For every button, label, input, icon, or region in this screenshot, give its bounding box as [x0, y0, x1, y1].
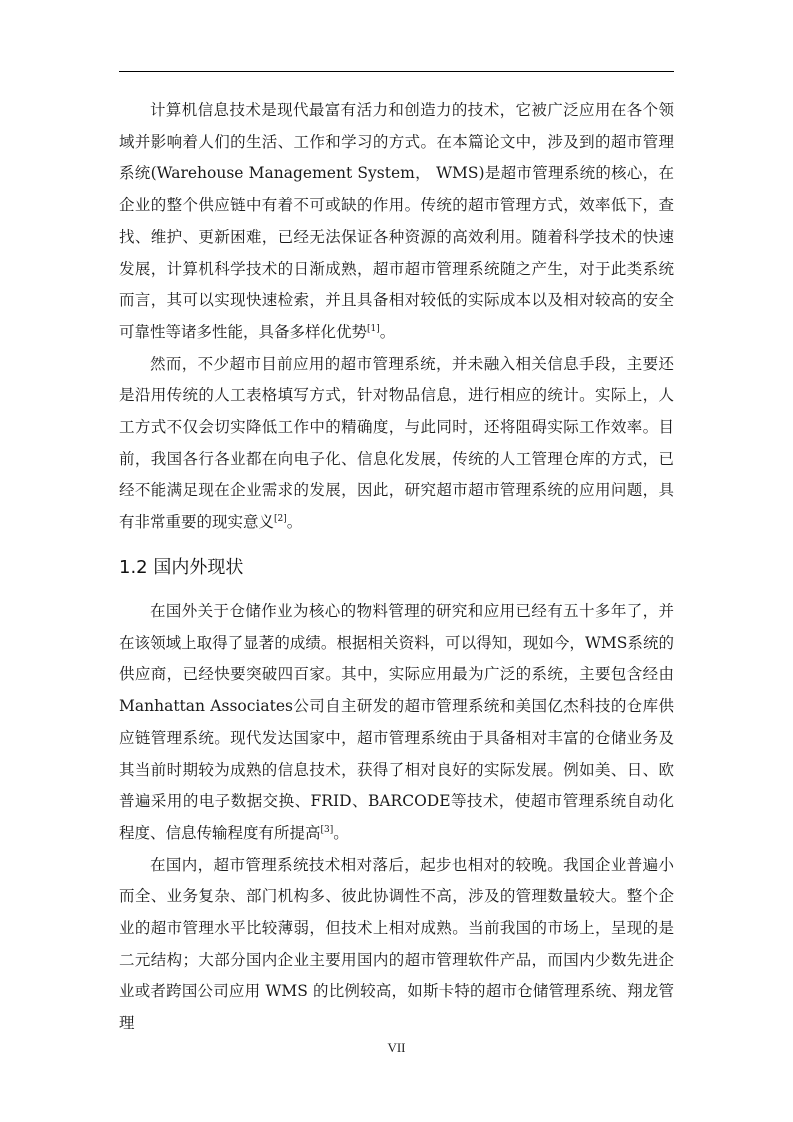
paragraph: [119, 596, 674, 850]
paragraph-tail: 。: [333, 823, 349, 842]
section-status-text: [119, 596, 674, 1040]
paragraph: [119, 349, 674, 539]
paragraph-tail: 。: [379, 322, 396, 341]
paragraph-text: 在国外关于仓储作业为核心的物料管理的研究和应用已经有五十多年了，并在该领域上取得了显著的成绩。根据相关资料，可以得知，现如今，WMS系统的供应商，已经快要突破四百家。其中，实际应用最为广泛的系统，主要包含经由Manhattan Associates公司自主研发的超市管理系统和美国亿杰科技的仓库供应链管理系统。现代发达国家中，超市管理系统由于具备相对丰富的仓储业务及其当前时期较为成熟的信息技术，获得了相对良好的实际发展。例如美、日、欧普遍采用的电子数据交换、FRID、BARCODE等技术，使超市管理系统自动化程度、信息传输程度有所提高: [119, 602, 674, 842]
paragraph-text: 在国内，超市管理系统技术相对落后，起步也相对的较晚。我国企业普遍小而全、业务复杂、部门机构多、彼此协调性不高，涉及的管理数量较大。整个企业的超市管理水平比较薄弱，但技术上相对成熟。当前我国的市场上，呈现的是二元结构；大部分国内企业主要用国内的超市管理软件产品，而国内少数先进企业或者跨国公司应用 WMS 的比例较高，如斯卡特的超市仓储管理系统、翔龙管理: [119, 855, 674, 1033]
paragraph-tail: 。: [286, 513, 303, 532]
paragraph: [119, 95, 674, 349]
citation-ref: [1]: [367, 323, 380, 334]
section-intro-text: [119, 95, 674, 539]
citation-ref: [2]: [274, 514, 287, 525]
section-heading: 1.2 国内外现状: [119, 557, 244, 578]
paragraph-text: 计算机信息技术是现代最富有活力和创造力的技术，它被广泛应用在各个领域并影响着人们的生活、工作和学习的方式。在本篇论文中，涉及到的超市管理系统(Warehouse Management System， WMS)是超市管理系统的核心，在企业的整个供应链中有着不可或缺的作用。传统的超市管理方式，效率低下，查找、维护、更新困难，已经无法保证各种资源的高效利用。随着科学技术的快速发展，计算机科学技术的日渐成熟，超市超市管理系统随之产生，对于此类系统而言，其可以实现快速检索，并且具备相对较低的实际成本以及相对较高的安全可靠性等诸多性能，具备多样化优势: [119, 101, 674, 341]
paragraph: [119, 850, 674, 1040]
page-number: VII: [387, 1040, 406, 1055]
citation-ref: [3]: [320, 824, 334, 835]
header-rule: [119, 71, 674, 72]
paragraph-text: 然而，不少超市目前应用的超市管理系统，并未融入相关信息手段，主要还是沿用传统的人工表格填写方式，针对物品信息，进行相应的统计。实际上，人工方式不仅会切实降低工作中的精确度，与此同时，还将阻碍实际工作效率。目前，我国各行各业都在向电子化、信息化发展，传统的人工管理仓库的方式，已经不能满足现在企业需求的发展，因此，研究超市超市管理系统的应用问题，具有非常重要的现实意义: [119, 354, 674, 532]
